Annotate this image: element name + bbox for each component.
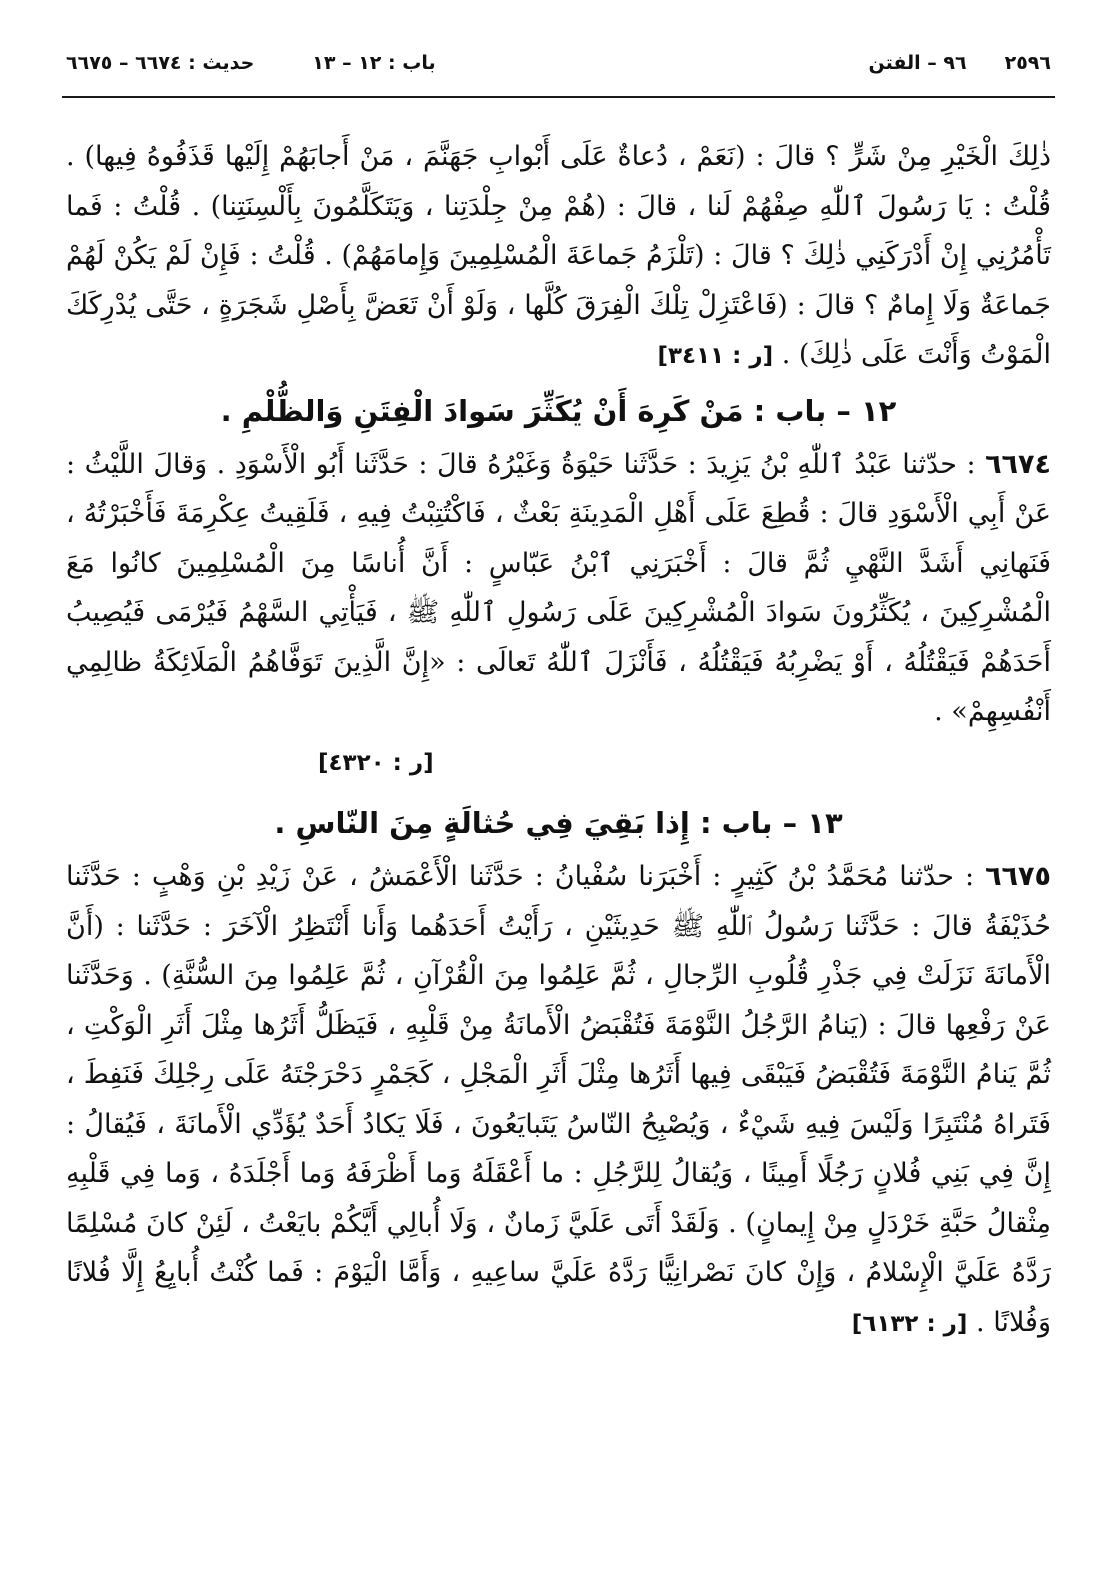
hadith-6674 bbox=[66, 440, 1051, 737]
bab-reference: باب : ١٢ – ١٣ bbox=[312, 52, 436, 74]
cross-reference: [ر : ٦١٣٢] bbox=[851, 1310, 968, 1337]
hadith-text: : حدّثنا مُحَمَّدُ بْنُ كَثِيرٍ : أَخْبَرَنا سُفْيانُ : حَدَّثَنا الْأَعْمَشُ ، عَنْ زَيْدِ بْنِ وَهْبٍ : حَدَّثَنا حُذَيْفَةُ قالَ : حَدَّثَنا رَسُولُ ٱللّٰهِ ﷺ حَدِيثَيْنِ ، رَأَيْتُ أَحَدَهُما وَأَنا أَنْتَظِرُ الْآخَرَ : حَدَّثَنا : (أَنَّ الْأَمانَةَ نَزَلَتْ فِي جَذْرِ قُلُوبِ الرِّجالِ ، ثُمَّ عَلِمُوا مِنَ الْقُرْآنِ ، ثُمَّ عَلِمُوا مِنَ السُّنَّةِ) . وَحَدَّثَنا عَنْ رَفْعِها قالَ : (يَنامُ الرَّجُلُ النَّوْمَةَ فَتُقْبَضُ الْأَمانَةُ مِنْ قَلْبِهِ ، فَيَظَلُّ أَثَرُها مِثْلَ أَثَرِ الْوَكْتِ ، ثُمَّ يَنامُ النَّوْمَةَ فَتُقْبَضُ فَيَبْقَى فِيها أَثَرُها مِثْلَ أَثَرِ الْمَجْلِ ، كَجَمْرٍ دَحْرَجْتَهُ عَلَى رِجْلِكَ فَنَفِطَ ، فَتَراهُ مُنْتَبِرًا وَلَيْسَ فِيهِ شَيْءٌ ، وَيُصْبِحُ النّاسُ يَتَبايَعُونَ ، فَلَا يَكادُ أَحَدٌ يُؤَدِّي الْأَمانَةَ ، فَيُقالُ : إِنَّ فِي بَنِي فُلانٍ رَجُلًا أَمِينًا ، وَيُقالُ لِلرَّجُلِ : ما أَعْقَلَهُ وَما أَظْرَفَهُ وَما أَجْلَدَهُ ، وَما فِي قَلْبِهِ مِثْقالُ حَبَّةِ خَرْدَلٍ مِنْ إِيمانٍ) . وَلَقَدْ أَتَى عَلَيَّ زَمانٌ ، وَلَا أُبالِي أَيَّكُمْ بايَعْتُ ، لَئِنْ كانَ مُسْلِمًا رَدَّهُ عَلَيَّ الْإِسْلامُ ، وَإِنْ كانَ نَصْرانِيًّا رَدَّهُ عَلَيَّ ساعِيهِ ، وَأَمَّا الْيَوْمَ : فَما كُنْتُ أُبايِعُ إِلَّا فُلانًا وَفُلانًا . bbox=[66, 861, 1051, 1338]
chapter-heading-12: ١٢ – باب : مَنْ كَرِهَ أَنْ يُكَثِّرَ سَوادَ الْفِتَنِ وَالظُّلْمِ . bbox=[220, 393, 897, 428]
hadith-6675 bbox=[66, 852, 1051, 1349]
reference-line bbox=[66, 737, 1051, 789]
book-title: ٩٦ – الفتن bbox=[868, 52, 967, 74]
paragraph-continuation bbox=[66, 132, 1051, 382]
hadith-number: ٦٦٧٥ bbox=[985, 861, 1051, 892]
hadith-number: ٦٦٧٤ bbox=[985, 448, 1051, 480]
running-header bbox=[66, 52, 1051, 86]
header-rule bbox=[62, 96, 1055, 98]
page-body bbox=[66, 132, 1051, 1349]
cross-reference: [ر : ٣٤١١] bbox=[657, 343, 774, 369]
cross-reference: [ر : ٤٣٢٠] bbox=[318, 749, 434, 776]
page-number: ٢٥٩٦ bbox=[1004, 52, 1051, 74]
hadith-text: : حدّثنا عَبْدُ ٱللّٰهِ بْنُ يَزِيدَ : حَدَّثَنا حَيْوَةُ وَغَيْرُهُ قالَ : حَدَّثَنا أَبُو الْأَسْوَدِ . وَقالَ اللَّيْثُ : عَنْ أَبِي الْأَسْوَدِ قالَ : قُطِعَ عَلَى أَهْلِ الْمَدِينَةِ بَعْثٌ ، فَاكْتُتِبْتُ فِيهِ ، فَلَقِيتُ عِكْرِمَةَ فَأَخْبَرْتُهُ ، فَنَهانِي أَشَدَّ النَّهْيِ ثُمَّ قالَ : أَخْبَرَنِي ٱبْنُ عَبّاسٍ : أَنَّ أُناسًا مِنَ الْمُسْلِمِينَ كانُوا مَعَ الْمُشْرِكِينَ ، يُكَثِّرُونَ سَوادَ الْمُشْرِكِينَ عَلَى رَسُولِ ٱللّٰهِ ﷺ ، فَيَأْتِي السَّهْمُ فَيُرْمَى فَيُصِيبُ أَحَدَهُمْ فَيَقْتُلُهُ ، أَوْ يَضْرِبُهُ فَيَقْتُلُهُ ، فَأَنْزَلَ ٱللّٰهُ تَعالَى : «إِنَّ الَّذِينَ تَوَفَّاهُمُ الْمَلَائِكَةُ ظالِمِي أَنْفُسِهِمْ» . bbox=[66, 448, 1051, 727]
continuation-text: ذٰلِكَ الْخَيْرِ مِنْ شَرٍّ ؟ قالَ : (نَعَمْ ، دُعاةٌ عَلَى أَبْوابِ جَهَنَّمَ ، مَنْ أَجابَهُمْ إِلَيْها قَذَفُوهُ فِيها) . قُلْتُ : يَا رَسُولَ ٱللّٰهِ صِفْهُمْ لَنا ، قالَ : (هُمْ مِنْ جِلْدَتِنا ، وَيَتَكَلَّمُونَ بِأَلْسِنَتِنا) . قُلْتُ : فَما تَأْمُرُنِي إِنْ أَدْرَكَنِي ذٰلِكَ ؟ قالَ : (تَلْزَمُ جَماعَةَ الْمُسْلِمِينَ وَإِمامَهُمْ) . قُلْتُ : فَإِنْ لَمْ يَكُنْ لَهُمْ جَماعَةٌ وَلَا إِمامٌ ؟ قالَ : (فَاعْتَزِلْ تِلْكَ الْفِرَقَ كُلَّها ، وَلَوْ أَنْ تَعَضَّ بِأَصْلِ شَجَرَةٍ ، حَتَّى يُدْرِكَكَ الْمَوْتُ وَأَنْتَ عَلَى ذٰلِكَ) . bbox=[66, 141, 1051, 370]
chapter-heading-13: ١٣ – باب : إِذا بَقِيَ فِي حُثالَةٍ مِنَ النّاسِ . bbox=[274, 806, 843, 840]
hadith-reference: حديث : ٦٦٧٤ – ٦٦٧٥ bbox=[66, 52, 255, 74]
